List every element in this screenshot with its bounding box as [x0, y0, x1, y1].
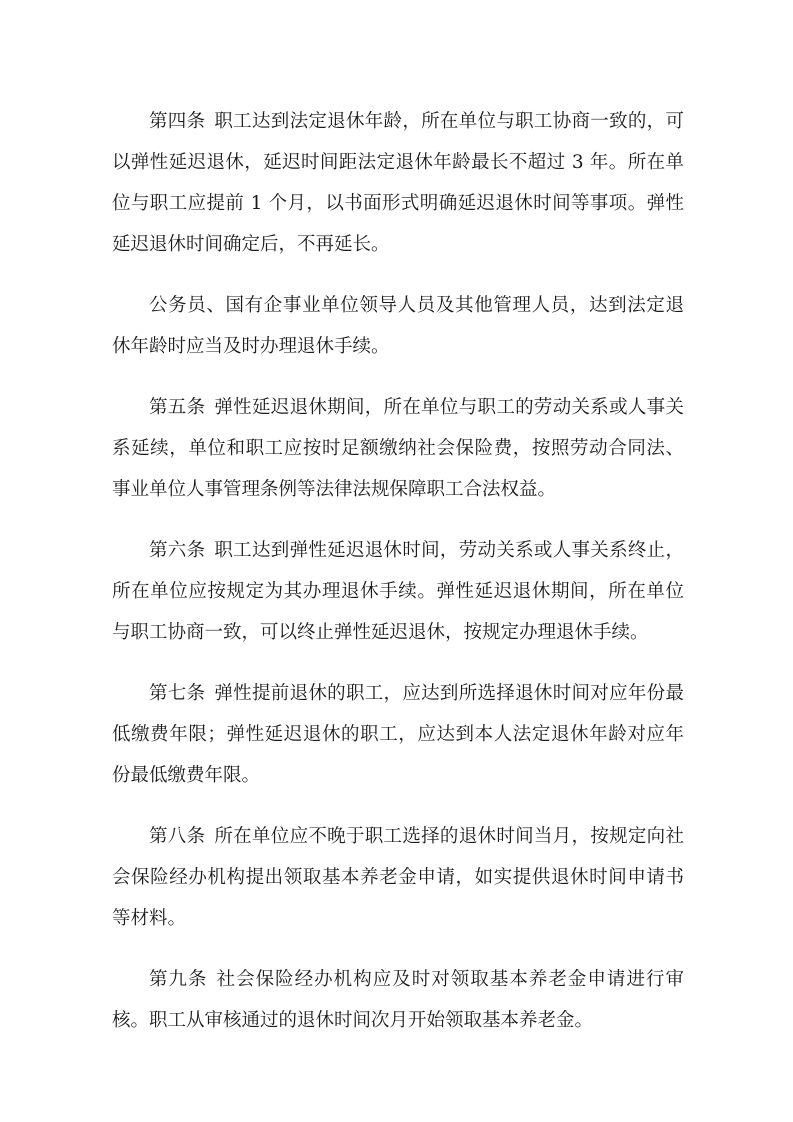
- article-label: 第九条: [149, 969, 208, 990]
- article-text: 公务员、国有企事业单位领导人员及其他管理人员，达到法定退休年龄时应当及时办理退休手续。: [112, 295, 684, 357]
- article-text: 弹性延迟退休期间，所在单位与职工的劳动关系或人事关系延续，单位和职工应按时足额缴纳社会保险费，按照劳动合同法、事业单位人事管理条例等法律法规保障职工合法权益。: [112, 397, 684, 500]
- article-4-supplement-paragraph: [112, 285, 684, 367]
- article-7-paragraph: [112, 673, 684, 796]
- article-text: 弹性提前退休的职工，应达到所选择退休时间对应年份最低缴费年限；弹性延迟退休的职工，应达到本人法定退休年龄对应年份最低缴费年限。: [112, 683, 684, 786]
- article-label: 第四条: [149, 111, 206, 132]
- article-8-paragraph: [112, 816, 684, 939]
- article-label: 第六条: [149, 540, 206, 561]
- article-text: 职工达到法定退休年龄，所在单位与职工协商一致的，可以弹性延迟退休，延迟时间距法定退休年龄最长不超过 3 年。所在单位与职工应提前 1 个月，以书面形式明确延迟退休时间等事项。弹性延迟退休时间确定后，不再延长。: [112, 111, 684, 255]
- article-9-paragraph: [112, 959, 684, 1041]
- article-6-paragraph: [112, 530, 684, 653]
- article-label: 第八条: [149, 826, 206, 847]
- article-label: 第五条: [149, 397, 206, 418]
- article-text: 所在单位应不晚于职工选择的退休时间当月，按规定向社会保险经办机构提出领取基本养老金申请，如实提供退休时间申请书等材料。: [112, 826, 684, 929]
- article-5-paragraph: [112, 387, 684, 510]
- document-body: [112, 101, 684, 1061]
- article-text: 职工达到弹性延迟退休时间，劳动关系或人事关系终止，所在单位应按规定为其办理退休手续。弹性延迟退休期间，所在单位与职工协商一致，可以终止弹性延迟退休，按规定办理退休手续。: [112, 540, 684, 643]
- article-label: 第七条: [149, 683, 206, 704]
- article-4-paragraph: [112, 101, 684, 265]
- article-text: 社会保险经办机构应及时对领取基本养老金申请进行审核。职工从审核通过的退休时间次月开始领取基本养老金。: [112, 969, 684, 1031]
